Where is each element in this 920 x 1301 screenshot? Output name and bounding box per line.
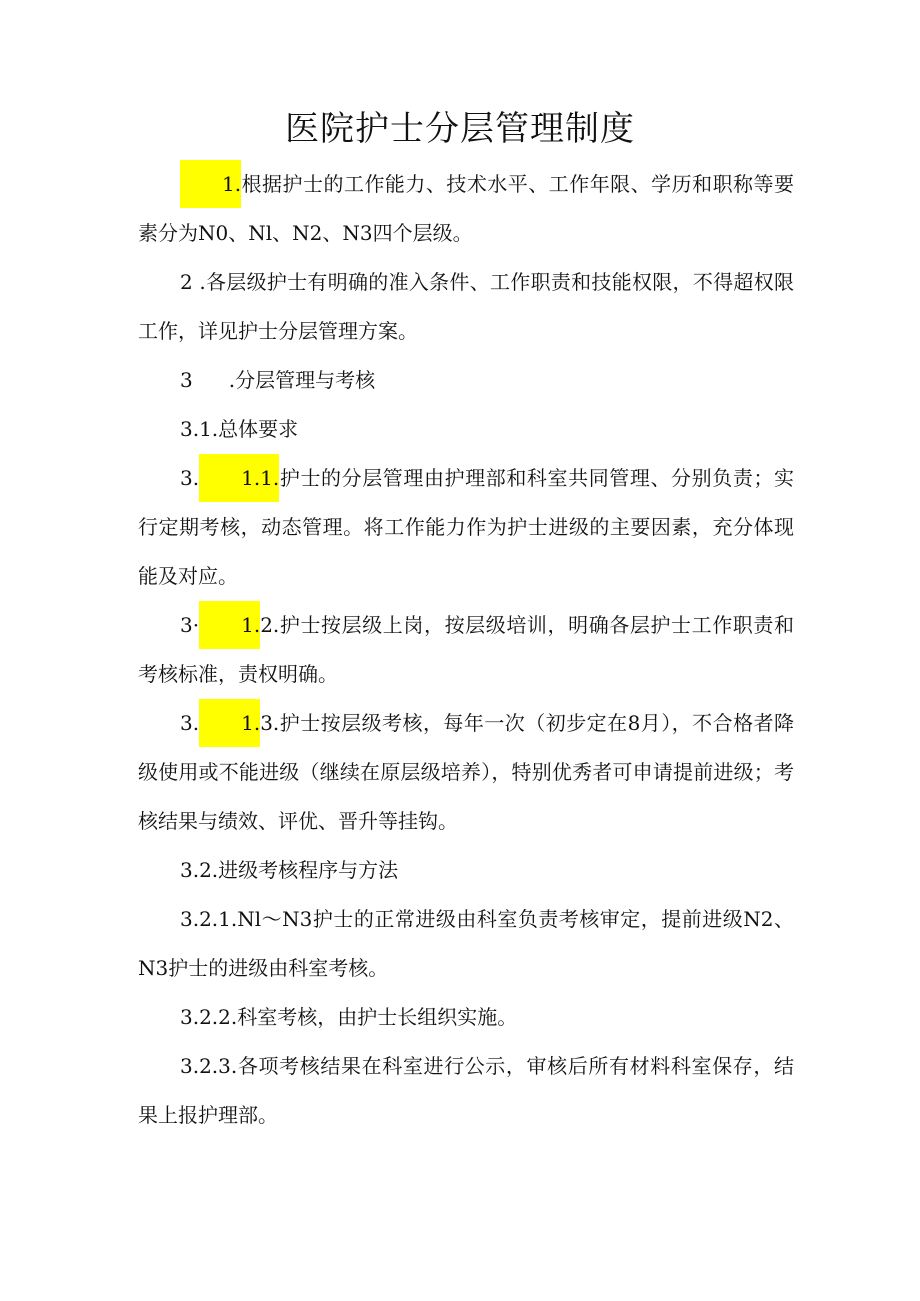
paragraph-number: 3 — [180, 368, 193, 392]
paragraph-text: 3.2.1.Nl～N3护士的正常进级由科室负责考核审定，提前进级N2、N3护士的进级由科室考核。 — [138, 907, 794, 980]
paragraph-text: 根据护士的工作能力、技术水平、工作年限、学历和职称等要素分为N0、Nl、N2、N3四个层级。 — [138, 172, 794, 245]
paragraph-text: 3.护士按层级考核，每年一次（初步定在8月），不合格者降级使用或不能进级（继续在原层级培养），特别优秀者可申请提前进级；考核结果与绩效、评优、晋升等挂钩。 — [138, 711, 794, 833]
highlight-mark: 1. — [180, 160, 241, 208]
paragraph-number: 3· — [180, 613, 200, 637]
paragraph-text: 2.护士按层级上岗，按层级培训，明确各层护士工作职责和考核标准，责权明确。 — [138, 613, 794, 686]
paragraph-3-2-1 — [138, 895, 794, 993]
paragraph-2 — [138, 258, 794, 356]
paragraph-text: 护士的分层管理由护理部和科室共同管理、分别负责；实行定期考核，动态管理。将工作能力作为护士进级的主要因素，充分体现能及对应。 — [138, 466, 794, 588]
paragraph-text: 2 .各层级护士有明确的准入条件、工作职责和技能权限，不得超权限工作，详见护士分层管理方案。 — [138, 270, 794, 343]
highlight-mark: 1. — [199, 699, 260, 747]
paragraph-3-2-3 — [138, 1042, 794, 1140]
paragraph-3-2-2 — [138, 993, 794, 1042]
highlight-mark: 1.1. — [199, 454, 279, 502]
paragraph-text: 3.2.3.各项考核结果在科室进行公示，审核后所有材料科室保存，结果上报护理部。 — [138, 1054, 794, 1127]
paragraph-1 — [138, 160, 794, 258]
paragraph-3-1-3 — [138, 699, 794, 846]
paragraph-text: 3.2.2.科室考核，由护士长组织实施。 — [180, 1005, 518, 1029]
paragraph-3-2 — [138, 846, 794, 895]
highlight-mark: 1. — [199, 601, 260, 649]
document-title: 医院护士分层管理制度 — [285, 109, 635, 149]
paragraph-3-1 — [138, 405, 794, 454]
paragraph-3-1-1 — [138, 454, 794, 601]
paragraph-text: 3.1.总体要求 — [180, 417, 299, 441]
document-body — [138, 160, 794, 1140]
paragraph-number: 3. — [180, 711, 200, 735]
paragraph-number: 3. — [180, 466, 200, 490]
paragraph-3-1-2 — [138, 601, 794, 699]
paragraph-3 — [138, 356, 794, 405]
paragraph-text: .分层管理与考核 — [228, 368, 376, 392]
paragraph-text: 3.2.进级考核程序与方法 — [180, 858, 399, 882]
